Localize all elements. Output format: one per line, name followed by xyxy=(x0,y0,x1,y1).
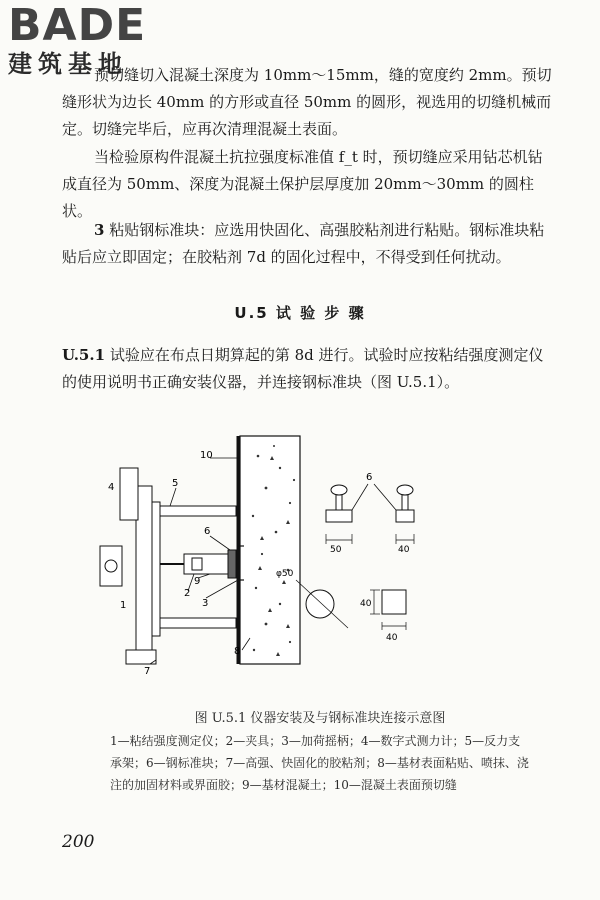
installation-diagram xyxy=(90,428,490,698)
item-text: 应选用快固化、高强胶粘剂进行粘贴。钢标准块粘贴后应立即固定；在胶粘剂 7d 的固化过程中，不得受到任何扰动。 xyxy=(62,221,545,266)
round-precut xyxy=(306,590,334,618)
steel-block xyxy=(228,550,236,578)
label-4: 4 xyxy=(108,482,115,493)
clause-text: 试验应在布点日期算起的第 8d 进行。试验时应按粘结强度测定仪的使用说明书正确安装仪器，并连接钢标准块（图 U.5.1）。 xyxy=(62,346,544,391)
reaction-support xyxy=(150,506,236,516)
dim-phi50: φ50 xyxy=(276,569,294,579)
clamp xyxy=(184,554,228,574)
square-precut xyxy=(382,590,406,614)
label-10: 3 xyxy=(202,598,209,609)
caption-title: 图 U.5.1 仪器安装及与钢标准块连接示意图 xyxy=(194,711,446,726)
item-number: 3 xyxy=(94,221,105,239)
label-5: 5 xyxy=(172,478,179,489)
clause-number: U.5.1 xyxy=(62,346,106,364)
page-number: 200 xyxy=(62,832,95,852)
label-8: 10 xyxy=(200,450,213,461)
steel-block-rect xyxy=(326,485,352,522)
steel-block-round xyxy=(396,485,414,522)
item-heading: 粘贴钢标准块： xyxy=(109,221,215,239)
concrete-substrate xyxy=(240,436,300,664)
clause-u5-1 xyxy=(62,342,554,396)
label-6b: 6 xyxy=(366,472,373,483)
reaction-support xyxy=(150,618,236,628)
logo-subtitle: 建筑基地 xyxy=(8,50,128,78)
paragraph-precut: 预切缝切入混凝土深度为 10mm～15mm，缝的宽度约 2mm。预切缝形状为边长 40mm 的方形或直径 50mm 的圆形，视选用的切缝机械而定。切缝完毕后，应再次清理混凝土表面。 xyxy=(62,66,552,138)
logo-wordmark: BADE xyxy=(8,0,147,51)
dim-40-square-width: 40 xyxy=(386,633,398,643)
label-9: 8 xyxy=(234,646,241,657)
label-3: 7 xyxy=(144,666,151,677)
section-heading: U.5 试 验 步 骤 xyxy=(234,304,366,322)
paragraph-core-drill: 当检验原构件混凝土抗拉强度标准值 f_t 时，预切缝应采用钻芯机钻成直径为 50mm、深度为混凝土保护层厚度加 20mm～30mm 的圆柱状。 xyxy=(62,148,543,220)
label-2: 2 xyxy=(184,588,191,599)
label-7: 9 xyxy=(194,576,201,587)
figure-caption xyxy=(110,708,530,796)
dim-40-square-height: 40 xyxy=(360,599,372,609)
label-1: 1 xyxy=(120,600,127,611)
dim-50: 50 xyxy=(330,545,342,555)
label-6: 6 xyxy=(204,526,211,537)
caption-legend: 1—粘结强度测定仪；2—夹具；3—加荷摇柄；4—数字式测力计；5—反力支承架；6—钢标准块；7—高强、快固化的胶粘剂；8—基材表面粘贴、喷抹、浇注的加固材料或界面胶；9—基材混凝土；10—混凝土表面预切缝 xyxy=(110,734,529,792)
paragraph-bonding xyxy=(62,217,554,271)
dynamometer xyxy=(120,468,138,520)
dim-40-block: 40 xyxy=(398,545,410,555)
